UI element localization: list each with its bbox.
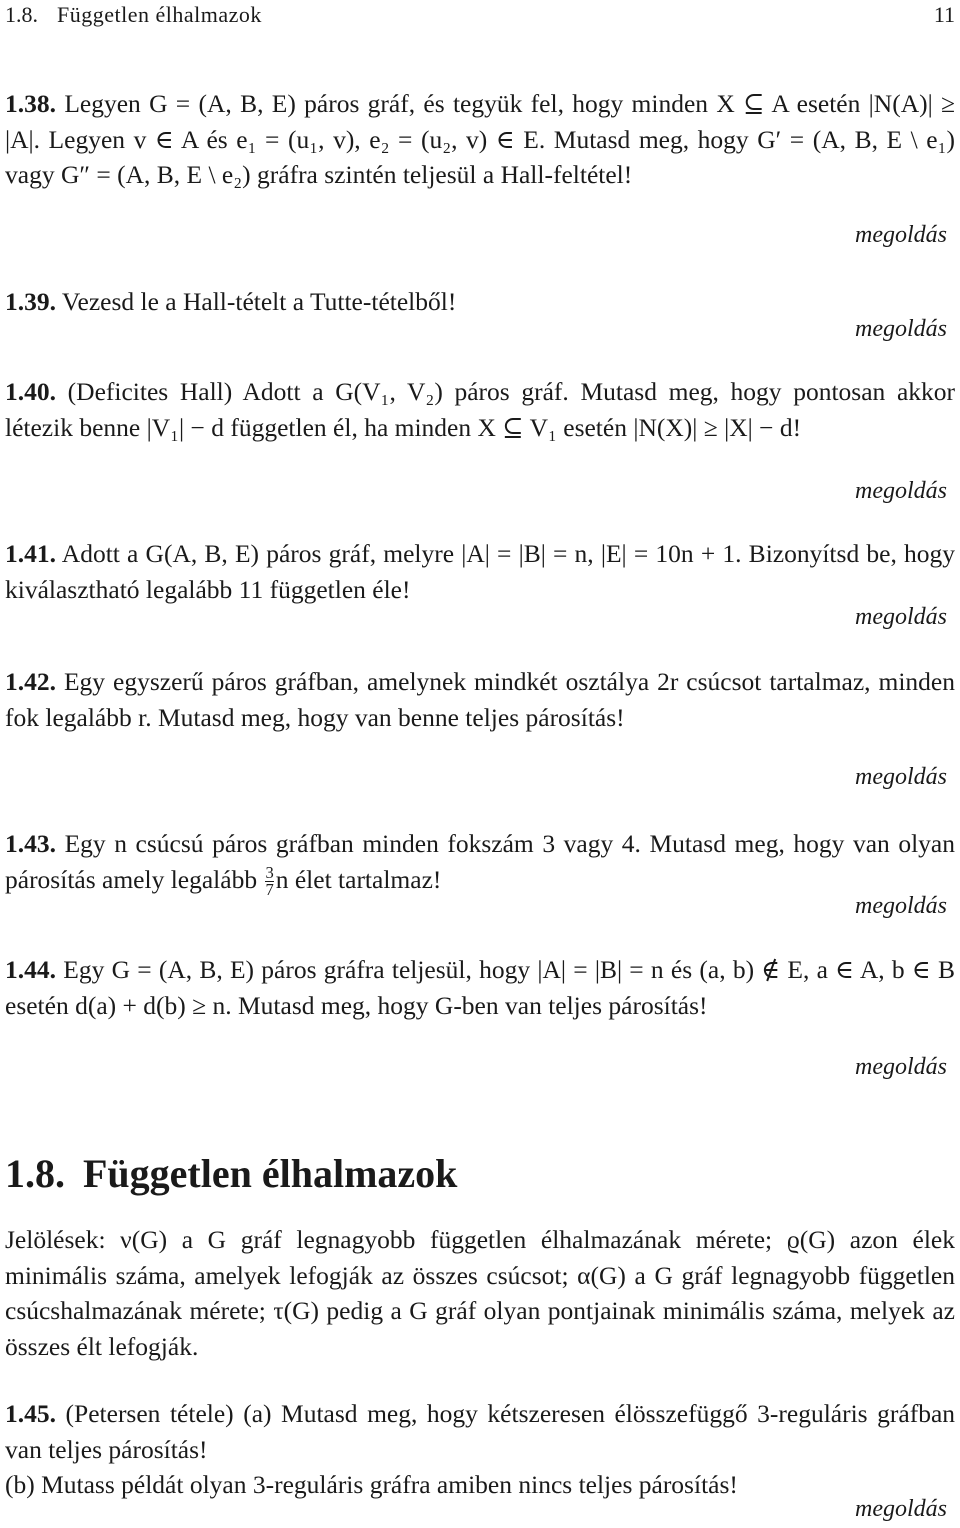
problem-text [5, 86, 955, 193]
problem-number: 1.41. [5, 539, 56, 568]
problem-number: 1.39. [5, 287, 56, 316]
problem-body: Egy G = (A, B, E) páros gráfra teljesül, hogy |A| = |B| = n és (a, b) ∉ E, a ∈ A, b ∈ B esetén d(a) + d(b) ≥ n. Mutasd meg, hogy G-ben van teljes párosítás! [5, 955, 956, 1020]
running-head-section-title: Független élhalmazok [57, 2, 262, 27]
problem-text [5, 284, 955, 320]
problem-1-38 [5, 86, 955, 193]
problem-text [5, 536, 955, 607]
problem-1-41 [5, 536, 955, 607]
running-head-page-number: 11 [933, 2, 955, 27]
problem-number: 1.44. [5, 955, 56, 984]
problem-1-39 [5, 284, 955, 320]
problem-1-40 [5, 374, 955, 445]
problem-text [5, 664, 955, 735]
problem-1-43 [5, 826, 955, 899]
problem-number: 1.43. [5, 829, 56, 858]
problem-text [5, 374, 955, 445]
fraction [265, 862, 274, 900]
problem-number: 1.38. [5, 89, 56, 118]
problem-number: 1.40. [5, 377, 56, 406]
solution-link[interactable]: megoldás [855, 316, 947, 342]
solution-link[interactable]: megoldás [855, 893, 947, 919]
problem-body: Egy egyszerű páros gráfban, amelynek mindkét osztálya 2r csúcsot tartalmaz, minden fok legalább r. Mutasd meg, hogy van benne teljes párosítás! [5, 667, 955, 732]
problem-text-b [5, 1467, 955, 1503]
notation-paragraph [5, 1222, 955, 1364]
section-heading [5, 1150, 457, 1197]
notation-text: Jelölések: ν(G) a G gráf legnagyobb független élhalmazának mérete; ϱ(G) azon élek minimális száma, amelyek lefogják az összes csúcsot; α(G) a G gráf legnagyobb független csúcshalmazának mérete; τ(G) pedig a G gráf olyan pontjainak minimális száma, melyek az összes élt lefogják. [5, 1225, 955, 1361]
problem-text [5, 826, 955, 899]
solution-link[interactable]: megoldás [855, 764, 947, 790]
problem-number: 1.45. [5, 1399, 56, 1428]
fraction-numerator: 3 [265, 862, 274, 882]
solution-link[interactable]: megoldás [855, 222, 947, 248]
problem-body: Adott a G(A, B, E) páros gráf, melyre |A| = |B| = n, |E| = 10n + 1. Bizonyítsd be, hogy kiválasztható legalább 11 független éle! [5, 539, 955, 604]
problem-text [5, 952, 955, 1023]
running-head [5, 2, 955, 32]
solution-link[interactable]: megoldás [855, 478, 947, 504]
fraction-denominator: 7 [265, 880, 274, 900]
problem-1-45 [5, 1396, 955, 1503]
problem-body-a: (Petersen tétele) (a) Mutasd meg, hogy kétszeresen élösszefüggő 3-reguláris gráfban van teljes párosítás! [5, 1399, 956, 1464]
running-head-section-number: 1.8. [5, 2, 38, 27]
problem-number: 1.42. [5, 667, 56, 696]
problem-body-end: n élet tartalmaz! [275, 864, 442, 894]
solution-link[interactable]: megoldás [855, 1496, 947, 1522]
problem-1-42 [5, 664, 955, 735]
solution-link[interactable]: megoldás [855, 604, 947, 630]
problem-body: (Deficites Hall) Adott a G(V₁, V₂) páros gráf. Mutasd meg, hogy pontosan akkor létezik benne |V₁| − d független él, ha minden X ⊆ V₁ esetén |N(X)| ≥ |X| − d! [5, 377, 956, 442]
section-number: 1.8. [5, 1151, 65, 1196]
problem-1-44 [5, 952, 955, 1023]
problem-body: Legyen G = (A, B, E) páros gráf, és tegyük fel, hogy minden X ⊆ A esetén |N(A)| ≥ |A|. Legyen v ∈ A és e₁ = (u₁, v), e₂ = (u₂, v) ∈ E. Mutasd meg, hogy G′ = (A, B, E \ e₁) vagy G″ = (A, B, E \ e₂) gráfra szintén teljesül a Hall-feltétel! [5, 89, 956, 189]
problem-body: Vezesd le a Hall-tételt a Tutte-tételből! [61, 287, 457, 316]
section-title: Független élhalmazok [83, 1151, 458, 1196]
solution-link[interactable]: megoldás [855, 1054, 947, 1080]
problem-body-b: (b) Mutass példát olyan 3-reguláris gráfra amiben nincs teljes párosítás! [5, 1470, 738, 1499]
problem-text [5, 1396, 955, 1467]
problem-body: Egy n csúcsú páros gráfban minden fokszám 3 vagy 4. Mutasd meg, hogy van olyan párosítás amely legalább [5, 829, 956, 894]
